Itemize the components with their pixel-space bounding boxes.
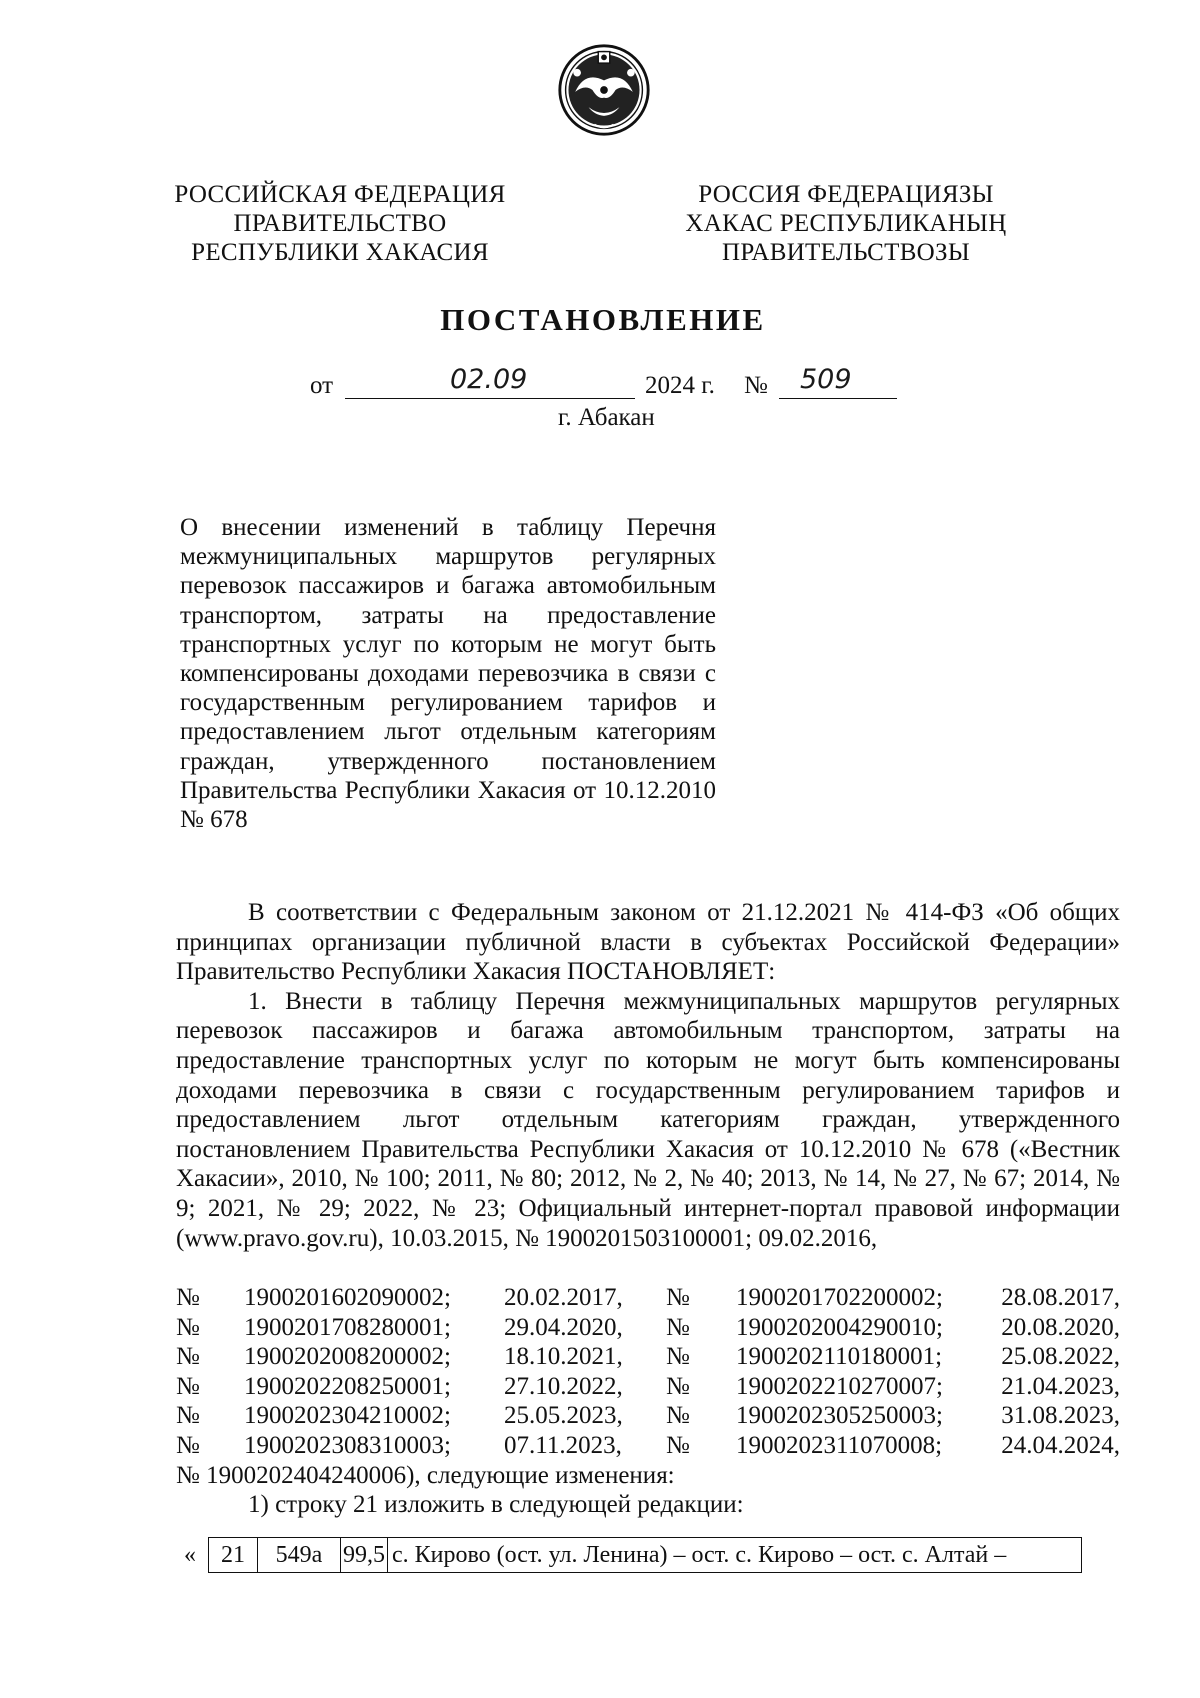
registration-id: 1900202110180001; [736, 1343, 943, 1371]
number-sign: № [176, 1402, 200, 1430]
route-table [208, 1537, 1082, 1573]
number-sign: № [176, 1313, 200, 1341]
item-1-paragraph: 1. Внести в таблицу Перечня межмуниципальных маршрутов регулярных перевозок пассажиров и багажа автомобильным транспортом, затраты на предоставление транспортных услуг по которым не могут быть компенсированы доходами перевозчика в связи с государственным регулированием тарифов и предоставлением льгот отдельным категориям граждан, утвержденного постановлением Правительства Республики Хакасия от 10.12.2010 № 678 («Вестник Хакасии», 2010, № 100; 2011, № 80; 2012, № 2, № 40; 2013, № 14, № 27, № 67; 2014, № 9; 2021, № 29; 2022, № 23; Официальный интернет-портал правовой информации (www.pravo.gov.ru), 10.03.2015, № 1900201503100001; 09.02.2016, [176, 987, 1120, 1252]
number-sign: № [666, 1432, 690, 1459]
date-line [0, 364, 1200, 408]
subject-text: О внесении изменений в таблицу Перечня межмуниципальных маршрутов регулярных перевозок пассажиров и багажа автомобильным транспортом, затраты на предоставление транспортных услуг по которым не могут быть компенсированы доходами перевозчика в связи с государственным регулированием тарифов и предоставлением льгот отдельным категориям граждан, утвержденного постановлением Правительства Республики Хакасия от 10.12.2010 № 678 [180, 514, 716, 834]
requisites-row [176, 1283, 1120, 1313]
number-sign: № [176, 1432, 200, 1459]
requisites-row [176, 1401, 1120, 1431]
document-body [176, 898, 1120, 1253]
handwritten-number: 509 [800, 364, 852, 395]
registration-id: 1900202308310003; [244, 1432, 451, 1459]
table-row [209, 1538, 1082, 1573]
registration-id: 1900202304210002; [244, 1402, 451, 1430]
document-subject [180, 513, 716, 834]
publication-date: 25.08.2022, [1001, 1343, 1120, 1371]
header-right-line: ПРАВИТЕЛЬСТВОЗЫ [722, 239, 970, 266]
publication-date: 24.04.2024, [1001, 1432, 1120, 1459]
open-quote: « [184, 1542, 196, 1568]
year-label: 2024 г. [645, 372, 715, 399]
number-label: № [744, 372, 768, 399]
requisites-tail: № 1900202404240006), следующие изменения: [176, 1461, 675, 1489]
route-index-cell: 21 [209, 1538, 258, 1573]
registration-id: 1900202311070008; [736, 1432, 943, 1459]
coat-of-arms-emblem [556, 42, 652, 138]
registration-id: 1900202008200002; [244, 1343, 451, 1371]
number-sign: № [666, 1402, 690, 1430]
requisites-row [176, 1431, 1120, 1461]
route-row [184, 1537, 1114, 1575]
publication-date: 18.10.2021, [504, 1343, 623, 1371]
registration-id: 1900201702200002; [736, 1284, 943, 1311]
registration-id: 1900202004290010; [736, 1313, 943, 1341]
header-right-line: РОССИЯ ФЕДЕРАЦИЯЗЫ [698, 181, 994, 208]
publication-date: 29.04.2020, [504, 1313, 623, 1341]
publication-date: 25.05.2023, [504, 1402, 623, 1430]
route-path-cell: с. Кирово (ост. ул. Ленина) – ост. с. Кирово – ост. с. Алтай – [388, 1538, 1082, 1573]
registration-id: 1900202210270007; [736, 1372, 943, 1400]
registration-id: 1900201708280001; [244, 1313, 451, 1341]
registration-id: 1900201602090002; [244, 1284, 451, 1311]
header-left-line: РЕСПУБЛИКИ ХАКАСИЯ [191, 239, 489, 266]
publication-date: 20.08.2020, [1001, 1313, 1120, 1341]
document-title: ПОСТАНОВЛЕНИЕ [440, 302, 766, 337]
from-label: от [310, 372, 334, 399]
publication-date: 20.02.2017, [504, 1284, 623, 1311]
header-right-line: ХАКАС РЕСПУБЛИКАНЫҢ [685, 210, 1007, 237]
publication-date: 31.08.2023, [1001, 1402, 1120, 1430]
registration-id: 1900202305250003; [736, 1402, 943, 1430]
number-sign: № [666, 1284, 690, 1311]
number-sign: № [176, 1372, 200, 1400]
header-left-line: ПРАВИТЕЛЬСТВО [233, 210, 447, 237]
publication-date: 28.08.2017, [1001, 1284, 1120, 1311]
header-right [676, 180, 1016, 267]
publication-date: 07.11.2023, [504, 1432, 622, 1459]
handwritten-date: 02.09 [450, 364, 528, 395]
route-number-cell: 549а [258, 1538, 341, 1573]
number-sign: № [666, 1343, 690, 1371]
header-left [170, 180, 510, 267]
header-left-line: РОССИЙСКАЯ ФЕДЕРАЦИЯ [174, 181, 506, 208]
requisites-row [176, 1372, 1120, 1402]
subitem-1: 1) строку 21 изложить в следующей редакции: [248, 1491, 744, 1519]
number-sign: № [666, 1313, 690, 1341]
registration-id: 1900202208250001; [244, 1372, 451, 1400]
publication-date: 27.10.2022, [504, 1372, 623, 1400]
publication-date: 21.04.2023, [1001, 1372, 1120, 1400]
preamble-paragraph: В соответствии с Федеральным законом от 21.12.2021 № 414-ФЗ «Об общих принципах организации публичной власти в субъектах Российской Федерации» Правительство Республики Хакасия ПОСТАНОВЛЯЕТ: [176, 899, 1120, 986]
requisites-row [176, 1313, 1120, 1343]
number-sign: № [176, 1343, 200, 1371]
requisites-row [176, 1342, 1120, 1372]
number-sign: № [666, 1372, 690, 1400]
route-length-cell: 99,5 [341, 1538, 388, 1573]
city-label: г. Абакан [558, 404, 655, 431]
number-sign: № [176, 1284, 200, 1311]
